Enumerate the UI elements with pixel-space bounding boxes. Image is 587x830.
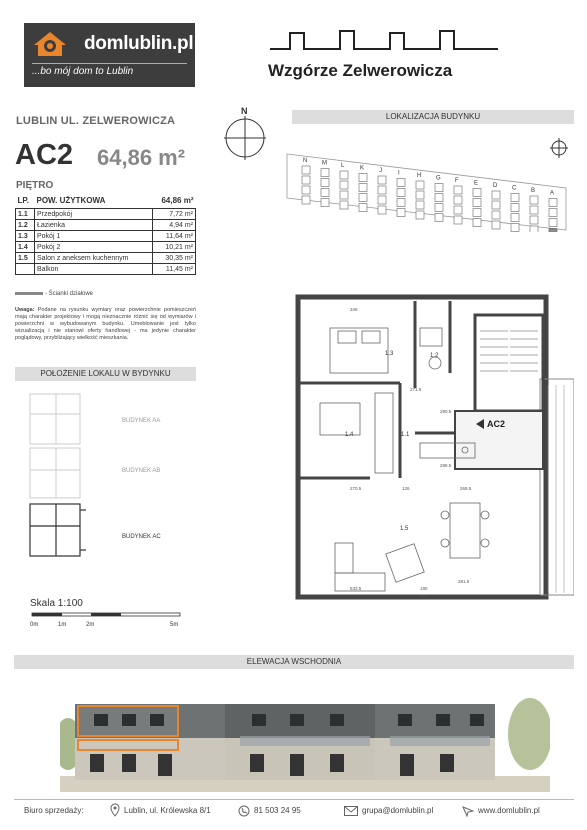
site-unit: [397, 199, 405, 207]
col-total: 64,86 m²: [153, 195, 196, 209]
logo-name: domlublin.pl: [84, 33, 194, 54]
site-unit: [511, 224, 519, 232]
site-building-label: N: [303, 158, 308, 164]
site-unit: [511, 204, 519, 212]
site-building-label: L: [341, 163, 345, 169]
site-building-label: F: [455, 178, 459, 184]
logo-tagline: ...bo mój dom to Lublin: [32, 66, 134, 77]
email-icon: [344, 806, 358, 816]
section-elevation-header: ELEWACJA WSCHODNIA: [14, 655, 574, 669]
col-area-label: POW. UŻYTKOWA: [35, 195, 153, 209]
wall-legend: - Ścianki działowe: [15, 291, 93, 297]
table-row: 1.1 Przedpokój 7,72 m²: [16, 209, 196, 220]
wall-swatch: [15, 292, 43, 295]
building-label-ac: BUDYNEK AC: [122, 534, 161, 540]
elevation-image: [60, 684, 550, 794]
site-unit: [549, 219, 557, 227]
footer-office: Biuro sprzedaży:: [24, 806, 84, 815]
table-header: [16, 195, 196, 209]
site-unit: [435, 214, 443, 222]
site-building-label: M: [322, 160, 327, 167]
location-pin-icon: [110, 803, 120, 817]
site-unit: [492, 191, 500, 199]
site-unit: [378, 196, 386, 204]
site-unit: [378, 186, 386, 194]
room-label: 1.4: [345, 432, 354, 438]
room-label: 1.2: [430, 353, 439, 359]
site-unit: [473, 189, 481, 197]
table-row: Balkon 11,45 m²: [16, 264, 196, 275]
site-unit: [492, 221, 500, 229]
dim-label: 270.5: [350, 486, 362, 491]
logo[interactable]: [24, 23, 195, 87]
table-row: 1.4 Pokój 2 10,21 m²: [16, 242, 196, 253]
site-unit: [359, 194, 367, 202]
project-title: Wzgórze Zelwerowicza: [268, 61, 453, 80]
col-lp: LP.: [16, 195, 35, 209]
site-unit: [378, 176, 386, 184]
site-unit: [511, 194, 519, 202]
site-unit: [435, 184, 443, 192]
site-unit: [435, 204, 443, 212]
dim-label: 661: [420, 594, 428, 599]
site-unit: [530, 206, 538, 214]
site-building-label: C: [512, 185, 517, 192]
apartment-address: LUBLIN UL. ZELWEROWICZA: [16, 115, 176, 127]
building-position-diagram: [26, 392, 196, 567]
phone-icon: [238, 805, 250, 817]
site-building-label: I: [398, 170, 400, 177]
dim-label: 269.5: [460, 486, 472, 491]
site-building-label: H: [417, 173, 422, 179]
site-unit-highlight: [549, 229, 557, 233]
site-unit: [454, 186, 462, 194]
footer-address: Lublin, ul. Królewska 8/1: [124, 806, 211, 815]
site-unit: [416, 181, 424, 189]
site-unit: [549, 199, 557, 207]
site-building-label: E: [474, 180, 479, 187]
table-row: 1.3 Pokój 1 11,64 m²: [16, 231, 196, 242]
footer-phone[interactable]: 81 503 24 95: [254, 806, 301, 815]
site-unit: [340, 201, 348, 209]
logo-divider: [32, 63, 187, 64]
section-position-header: POŁOŻENIE LOKALU W BYDYNKU: [15, 367, 196, 381]
dim-label: 271.5: [410, 387, 422, 392]
dim-label: 280.5: [440, 409, 452, 414]
site-unit: [378, 206, 386, 214]
site-plan: [282, 148, 574, 232]
site-unit: [530, 196, 538, 204]
site-unit: [302, 196, 310, 204]
section-location-header: LOKALIZACJA BUDYNKU: [292, 110, 574, 124]
project-logo-icon: [270, 27, 498, 55]
site-building-label: J: [379, 168, 382, 174]
house-icon: [30, 29, 76, 59]
site-unit: [321, 169, 329, 177]
site-unit: [321, 179, 329, 187]
site-unit: [492, 201, 500, 209]
floor-label: PIĘTRO: [16, 180, 54, 191]
site-unit: [321, 189, 329, 197]
site-unit: [549, 209, 557, 217]
room-label: 1.5: [400, 526, 409, 532]
site-unit: [530, 226, 538, 232]
site-unit: [340, 171, 348, 179]
site-building-label: G: [436, 175, 441, 182]
room-label: 1.3: [385, 351, 394, 357]
site-unit: [435, 194, 443, 202]
site-building-label: A: [550, 190, 555, 197]
apartment-area: 64,86 m²: [97, 145, 186, 170]
table-row: 1.2 Łazienka 4,94 m²: [16, 220, 196, 231]
site-unit: [321, 199, 329, 207]
site-unit: [340, 191, 348, 199]
site-building-label: B: [531, 188, 536, 194]
dim-label: 533.5: [350, 586, 362, 591]
site-unit: [340, 181, 348, 189]
svg-text:2m: 2m: [86, 622, 95, 628]
footer-email[interactable]: grupa@domlublin.pl: [362, 806, 434, 815]
site-unit: [416, 211, 424, 219]
site-unit: [473, 219, 481, 227]
room-label: 1.1: [401, 432, 410, 438]
svg-text:1m: 1m: [58, 622, 67, 628]
site-unit: [454, 196, 462, 204]
web-icon: [462, 805, 474, 817]
svg-text:5m: 5m: [170, 622, 179, 628]
site-unit: [473, 209, 481, 217]
building-label-ab: BUDYNEK AB: [122, 468, 161, 474]
site-unit: [397, 209, 405, 217]
site-unit: [492, 211, 500, 219]
apartment-code: AC2: [15, 139, 74, 171]
compass-icon: [222, 106, 268, 160]
site-unit: [416, 191, 424, 199]
site-unit: [302, 176, 310, 184]
table-row: 1.5 Salon z aneksem kuchennym 30,35 m²: [16, 253, 196, 264]
dim-label: 281.5: [458, 579, 470, 584]
site-unit: [397, 189, 405, 197]
site-unit: [530, 216, 538, 224]
site-unit: [454, 206, 462, 214]
site-unit: [397, 179, 405, 187]
site-building-label: D: [493, 183, 498, 189]
site-unit: [473, 199, 481, 207]
site-unit: [511, 214, 519, 222]
dim-label: 180: [420, 586, 428, 591]
site-unit: [302, 166, 310, 174]
site-building-label: K: [360, 165, 365, 172]
footer-divider: [14, 799, 574, 800]
site-unit: [359, 174, 367, 182]
dim-label: 288.5: [440, 463, 452, 468]
footer-web[interactable]: www.domlublin.pl: [478, 806, 540, 815]
site-unit: [454, 216, 462, 224]
svg-text:N: N: [241, 106, 248, 116]
site-unit: [416, 201, 424, 209]
dim-label: 349: [350, 307, 358, 312]
site-unit: [359, 184, 367, 192]
scale-bar: [28, 611, 188, 633]
rooms-table: [15, 195, 196, 275]
floor-plan: [290, 293, 574, 608]
svg-text:0m: 0m: [30, 622, 39, 628]
site-unit: [302, 186, 310, 194]
disclaimer-note: Uwaga: Podane na rysunku wymiary oraz powierzchnie pomieszczeń mają charakter projektowy i mogą nieznacznie różnić się od wymiarów i powierzchni w wybudowanym budynku. Umeblowanie jest tylko wizualizacją i nie stanowi oferty handlowej - ma jedynie charakter poglądowy, przybliżający wielkość mieszkania.: [15, 307, 196, 341]
scale-label: Skala 1:100: [30, 598, 83, 609]
site-unit: [359, 204, 367, 212]
building-label-aa: BUDYNEK AA: [122, 418, 161, 424]
unit-label: AC2: [487, 419, 506, 429]
dim-label: 126: [402, 486, 410, 491]
